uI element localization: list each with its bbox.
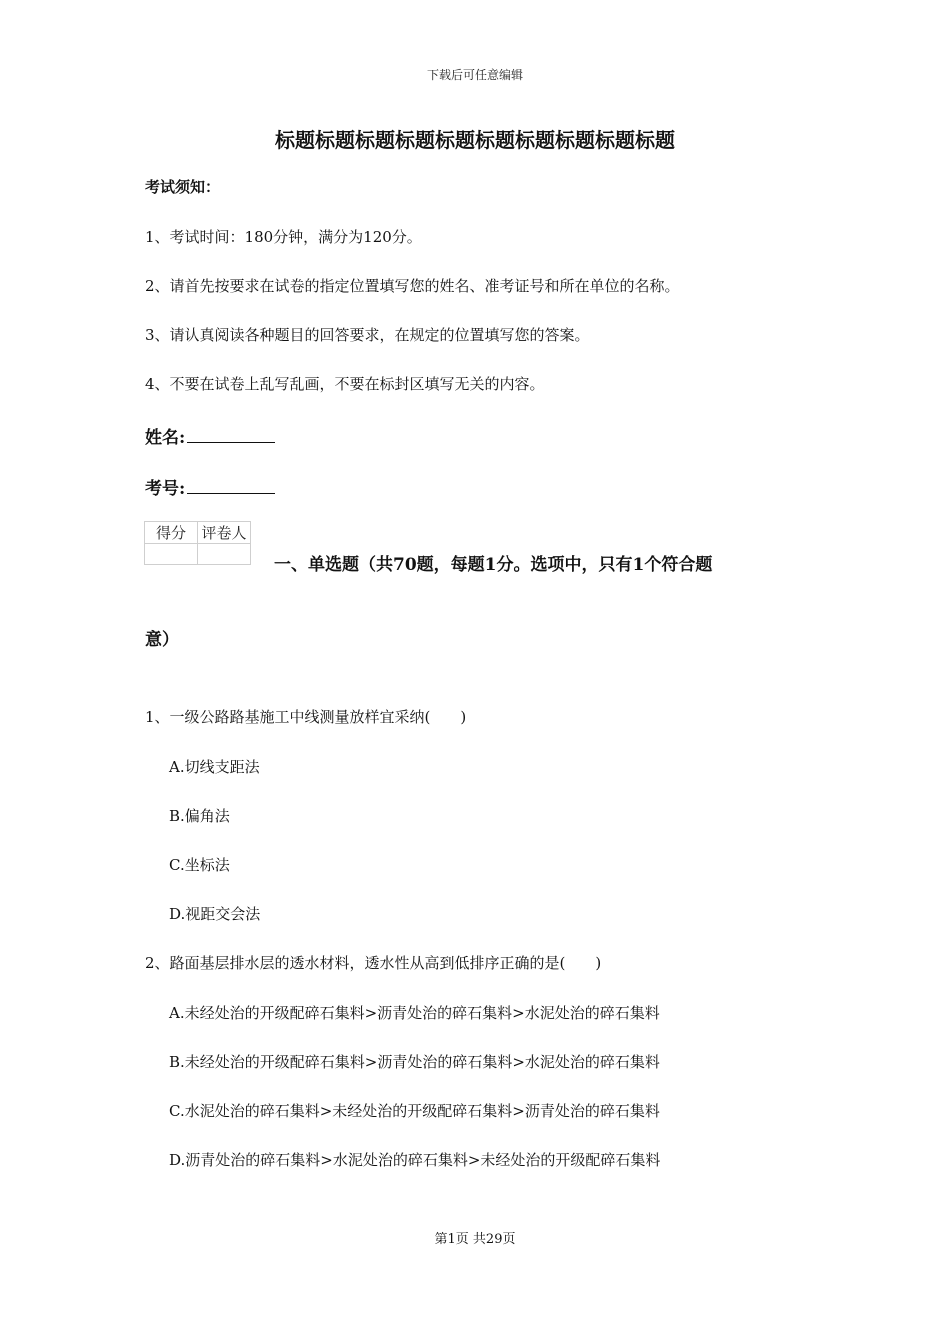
notice-item: 3、请认真阅读各种题目的回答要求，在规定的位置填写您的答案。 (145, 326, 590, 344)
score-table (144, 521, 251, 565)
id-blank[interactable] (187, 477, 275, 494)
question-option: D.视距交会法 (169, 905, 261, 923)
notice-item: 4、不要在试卷上乱写乱画，不要在标封区填写无关的内容。 (145, 375, 545, 393)
section-title-continued: 意） (145, 630, 179, 650)
question-stem: 1、一级公路路基施工中线测量放样宜采纳( ) (145, 708, 467, 726)
question-option: C.水泥处治的碎石集料>未经处治的开级配碎石集料>沥青处治的碎石集料 (169, 1102, 660, 1120)
grader-header: 评卷人 (198, 522, 251, 544)
grader-cell[interactable] (198, 544, 251, 565)
header-note: 下载后可任意编辑 (426, 68, 523, 82)
name-blank[interactable] (187, 426, 275, 443)
page-footer: 第1页 共29页 (434, 1232, 516, 1247)
id-field (145, 474, 275, 499)
notice-item: 2、请首先按要求在试卷的指定位置填写您的姓名、准考证号和所在单位的名称。 (145, 277, 680, 295)
question-stem: 2、路面基层排水层的透水材料，透水性从高到低排序正确的是( ) (145, 954, 602, 972)
question-option: B.偏角法 (169, 807, 230, 825)
question-option: D.沥青处治的碎石集料>水泥处治的碎石集料>未经处治的开级配碎石集料 (169, 1151, 661, 1169)
name-label: 姓名: (145, 428, 186, 448)
document-title: 标题标题标题标题标题标题标题标题标题标题 (275, 128, 675, 152)
id-label: 考号: (145, 479, 186, 499)
notice-heading: 考试须知： (145, 178, 221, 196)
question-option: C.坐标法 (169, 856, 230, 874)
notice-item: 1、考试时间：180分钟，满分为120分。 (145, 228, 422, 246)
score-cell[interactable] (145, 544, 198, 565)
question-option: B.未经处治的开级配碎石集料>沥青处治的碎石集料>水泥处治的碎石集料 (169, 1053, 660, 1071)
question-option: A.未经处治的开级配碎石集料>沥青处治的碎石集料>水泥处治的碎石集料 (169, 1004, 660, 1022)
name-field (145, 423, 275, 448)
score-header: 得分 (145, 522, 198, 544)
section-title: 一、单选题（共70题，每题1分。选项中，只有1个符合题 (274, 555, 713, 575)
question-option: A.切线支距法 (169, 758, 260, 776)
